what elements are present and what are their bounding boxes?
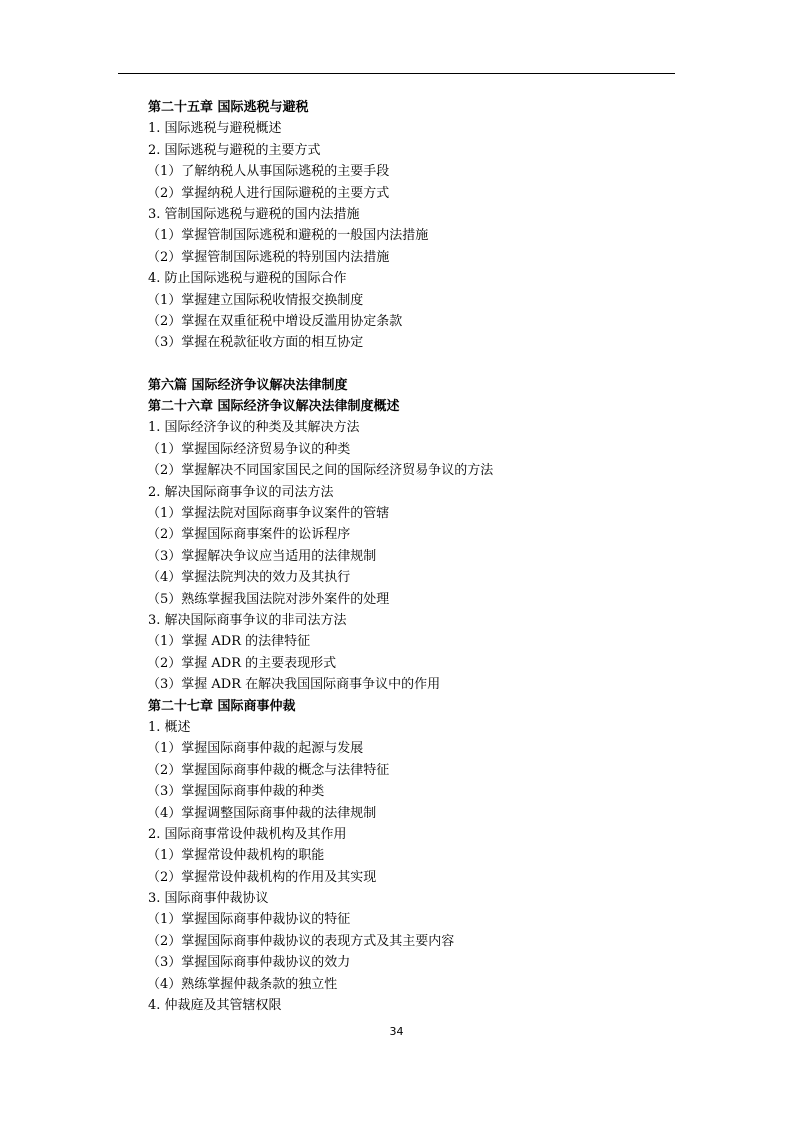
section1-list: [148, 118, 688, 353]
list-item: （2）掌握国际商事案件的讼诉程序: [147, 527, 351, 543]
list-item: （4）熟练掌握仲裁条款的独立性: [147, 976, 338, 992]
list-item: （2）掌握在双重征税中增设反滥用协定条款: [147, 313, 403, 329]
list-item: （3）掌握国际商事仲裁的种类: [147, 784, 325, 800]
page-number: 34: [389, 1025, 404, 1038]
list-item: 4. 防止国际逃税与避税的国际合作: [148, 271, 347, 287]
list-item: （1）掌握建立国际税收情报交换制度: [147, 292, 364, 308]
list-item: 2. 国际逃税与避税的主要方式: [148, 142, 321, 158]
list-item: （2）掌握解决不同国家国民之间的国际经济贸易争议的方法: [147, 463, 494, 479]
chapter-heading-27: 第二十七章 国际商事仲裁: [148, 698, 296, 714]
section-gap: [148, 354, 688, 375]
list-item: （1）掌握法院对国际商事争议案件的管辖: [147, 506, 390, 522]
list-item: （3）掌握在税款征收方面的相互协定: [147, 335, 364, 351]
list-item: （2）掌握国际商事仲裁的概念与法律特征: [147, 762, 390, 778]
list-item: （1）掌握管制国际逃税和避税的一般国内法措施: [147, 228, 429, 244]
list-item: （3）掌握解决争议应当适用的法律规制: [147, 548, 377, 564]
list-item: （5）熟练掌握我国法院对涉外案件的处理: [147, 591, 390, 607]
list-item: （2）掌握纳税人进行国际避税的主要方式: [147, 185, 390, 201]
list-item: （1）掌握常设仲裁机构的职能: [147, 848, 325, 864]
list-item: 2. 解决国际商事争议的司法方法: [148, 484, 334, 500]
list-item: 3. 国际商事仲裁协议: [148, 891, 269, 907]
list-item: （2）掌握国际商事仲裁协议的表现方式及其主要内容: [147, 933, 455, 949]
list-item: 1. 国际经济争议的种类及其解决方法: [148, 420, 360, 436]
header-rule: [118, 73, 675, 74]
list-item: （4）掌握调整国际商事仲裁的法律规制: [147, 805, 377, 821]
list-item: 2. 国际商事常设仲裁机构及其作用: [148, 826, 347, 842]
list-item: （3）掌握 ADR 在解决我国国际商事争议中的作用: [147, 677, 441, 693]
list-item: （2）掌握常设仲裁机构的作用及其实现: [147, 869, 377, 885]
section2-list: [148, 417, 688, 695]
list-item: （1）掌握国际商事仲裁协议的特征: [147, 912, 351, 928]
list-item: 3. 管制国际逃税与避税的国内法措施: [148, 206, 360, 222]
list-item: 1. 国际逃税与避税概述: [148, 121, 282, 137]
chapter-heading-26: 第二十六章 国际经济争议解决法律制度概述: [148, 399, 400, 415]
list-item: 3. 解决国际商事争议的非司法方法: [148, 612, 347, 628]
list-item: （1）掌握 ADR 的法律特征: [147, 634, 311, 650]
list-item: （4）掌握法院判决的效力及其执行: [147, 570, 351, 586]
part-heading-6: 第六篇 国际经济争议解决法律制度: [148, 377, 348, 393]
chapter-heading-25: 第二十五章 国际逃税与避税: [148, 100, 309, 115]
list-item: （1）掌握国际商事仲裁的起源与发展: [147, 741, 364, 757]
list-item: （1）掌握国际经济贸易争议的种类: [147, 441, 351, 457]
document-body: [148, 97, 688, 1016]
list-item: （1）了解纳税人从事国际逃税的主要手段: [147, 164, 390, 180]
section3-list: [148, 717, 688, 1016]
list-item: （3）掌握国际商事仲裁协议的效力: [147, 955, 351, 971]
list-item: 4. 仲裁庭及其管辖权限: [148, 998, 282, 1014]
list-item: 1. 概述: [148, 719, 191, 735]
list-item: （2）掌握管制国际逃税的特别国内法措施: [147, 249, 390, 265]
list-item: （2）掌握 ADR 的主要表现形式: [147, 655, 337, 671]
